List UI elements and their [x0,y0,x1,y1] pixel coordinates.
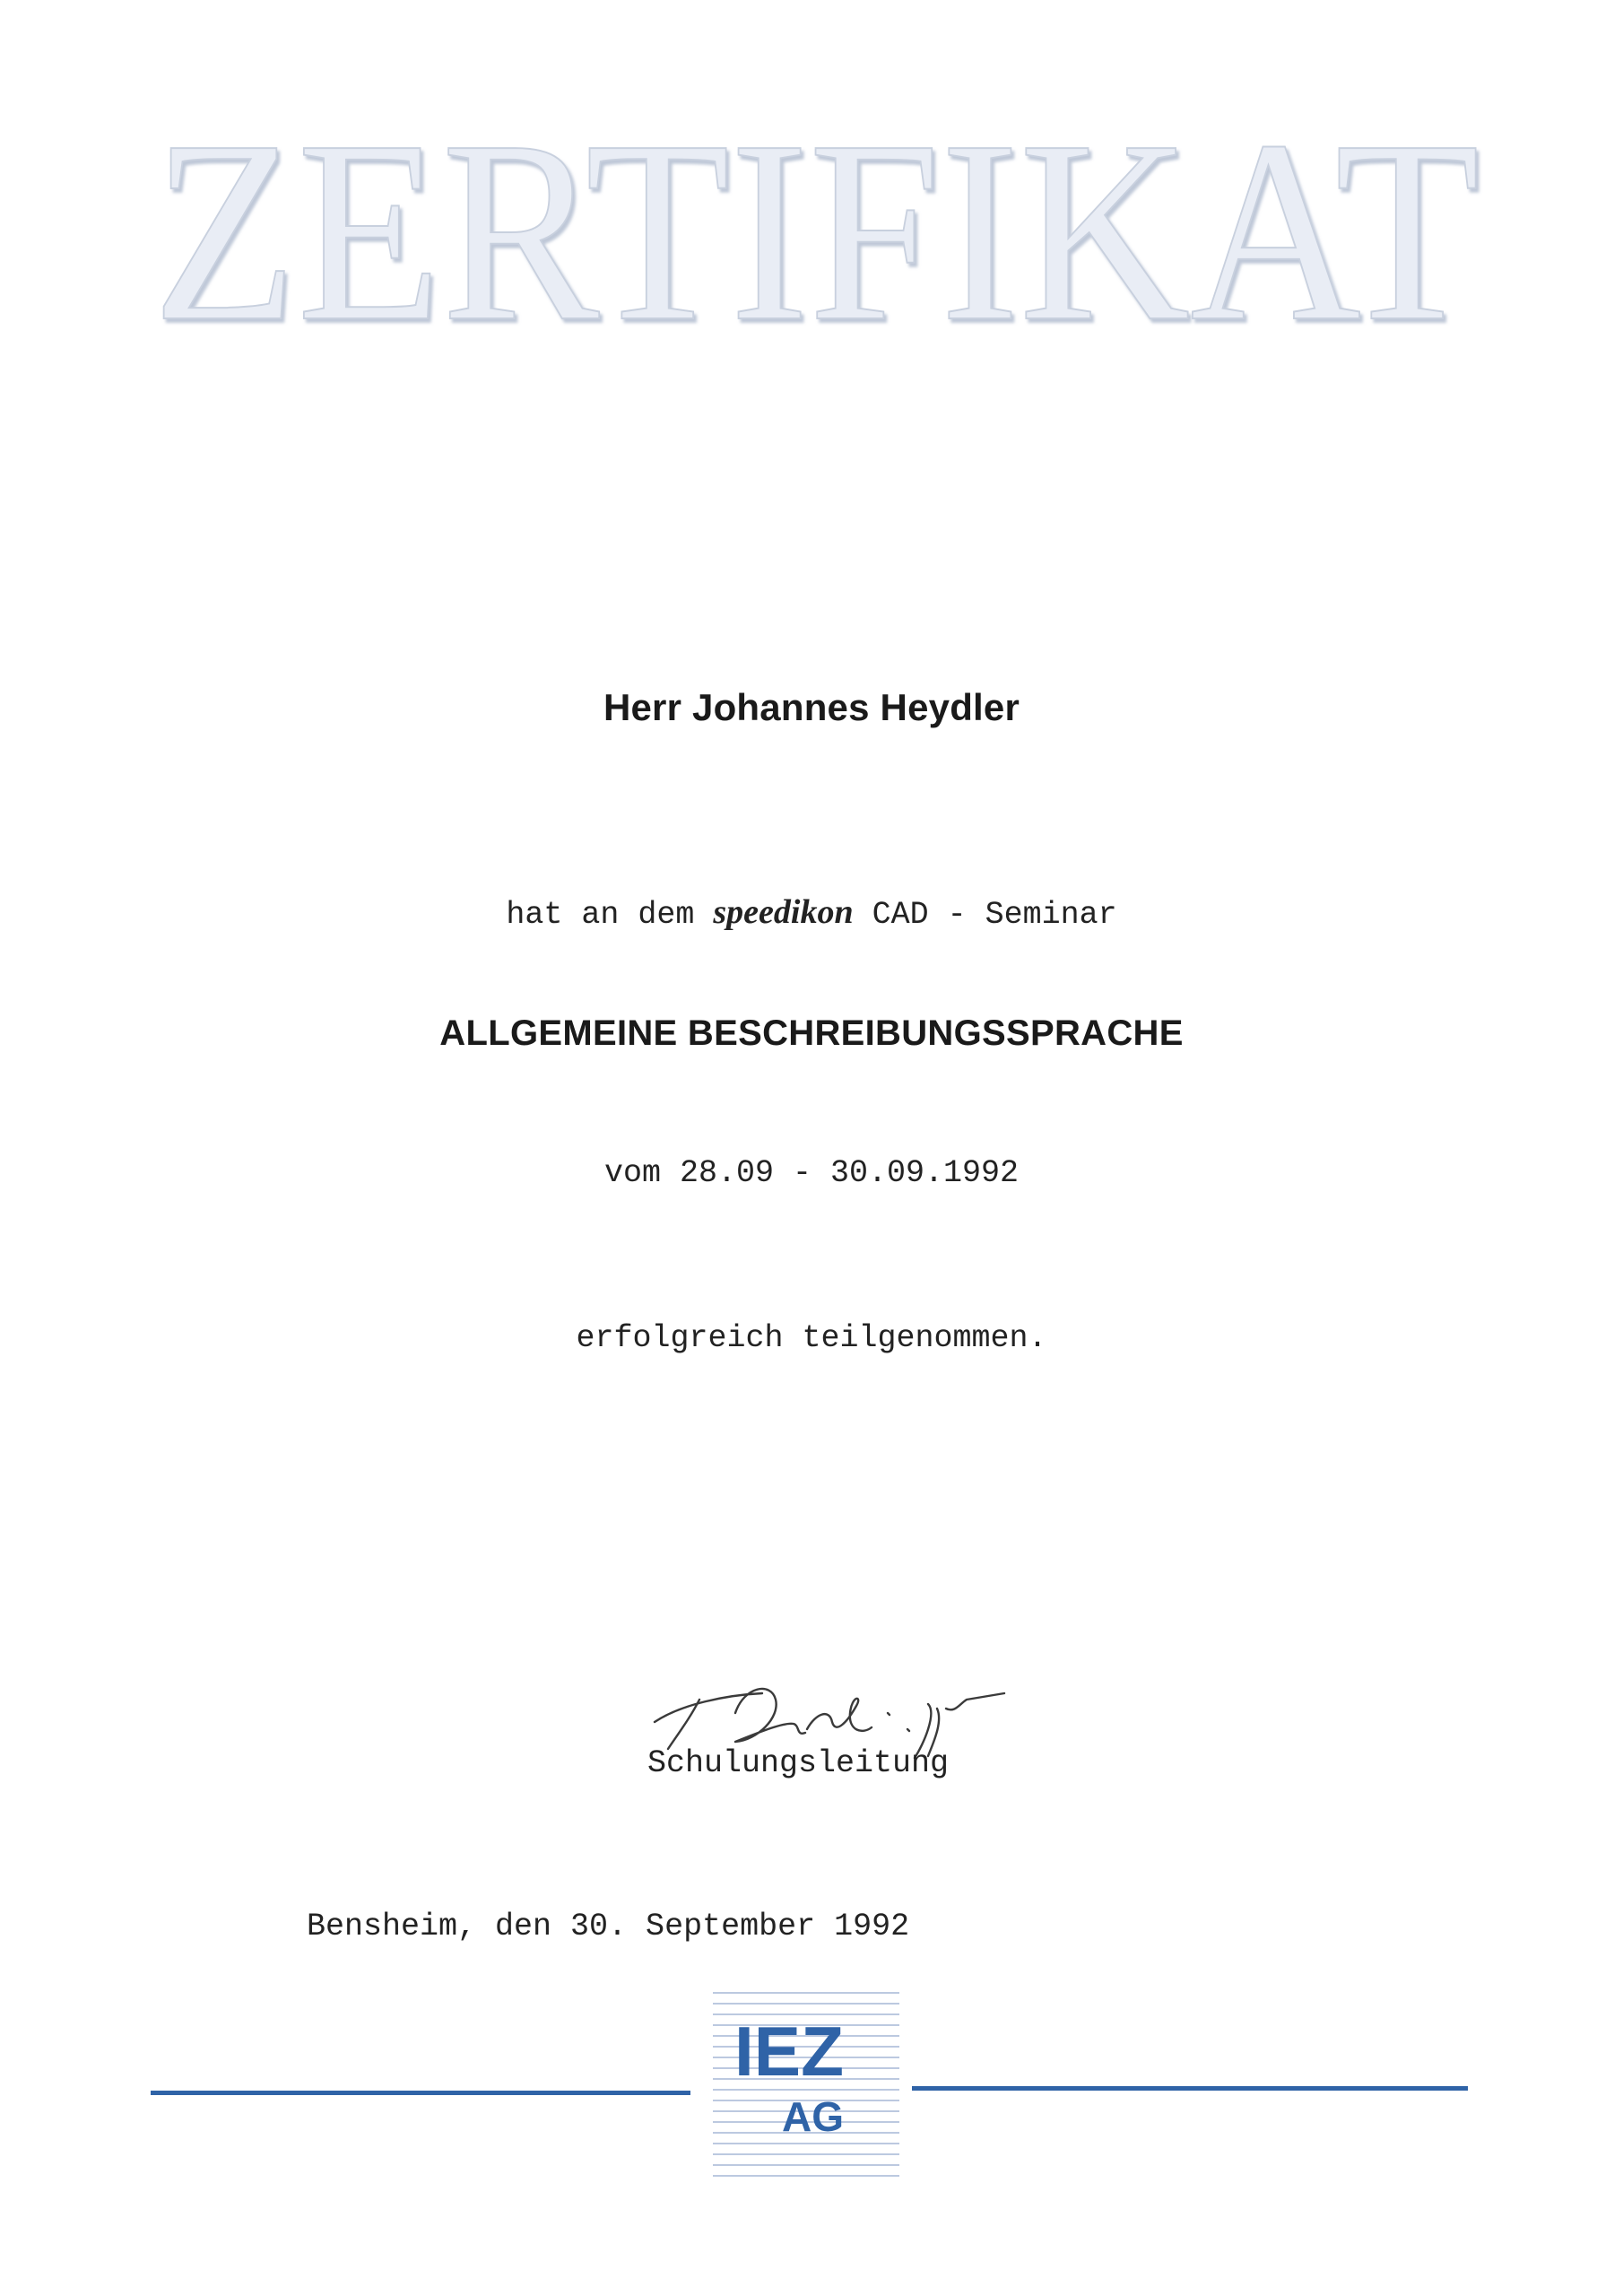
recipient-name: Herr Johannes Heydler [603,686,1020,728]
course-title: ALLGEMEINE BESCHREIBUNGSSPRACHE [439,1013,1184,1053]
certificate-heading [143,99,1488,350]
certificate-heading-text: ZERTIFIKAT [152,99,1480,350]
seminar-prefix: hat an dem [506,897,714,933]
iez-ag-logo [713,1989,899,2179]
place-and-date: Bensheim, den 30. September 1992 [307,1909,910,1944]
date-range: vom 28.09 - 30.09.1992 [603,1155,1020,1191]
footer-rule-left [151,2091,690,2095]
signature-label: Schulungsleitung [647,1745,950,1781]
seminar-line [0,892,1623,933]
logo-text-ag: AG [782,2093,844,2140]
seminar-suffix: CAD - Seminar [853,897,1117,933]
footer-rule-right [912,2086,1468,2091]
seminar-brand: speedikon [713,893,854,931]
completion-text: erfolgreich teilgenommen. [576,1320,1047,1356]
logo-text-iez: IEZ [734,2012,844,2091]
